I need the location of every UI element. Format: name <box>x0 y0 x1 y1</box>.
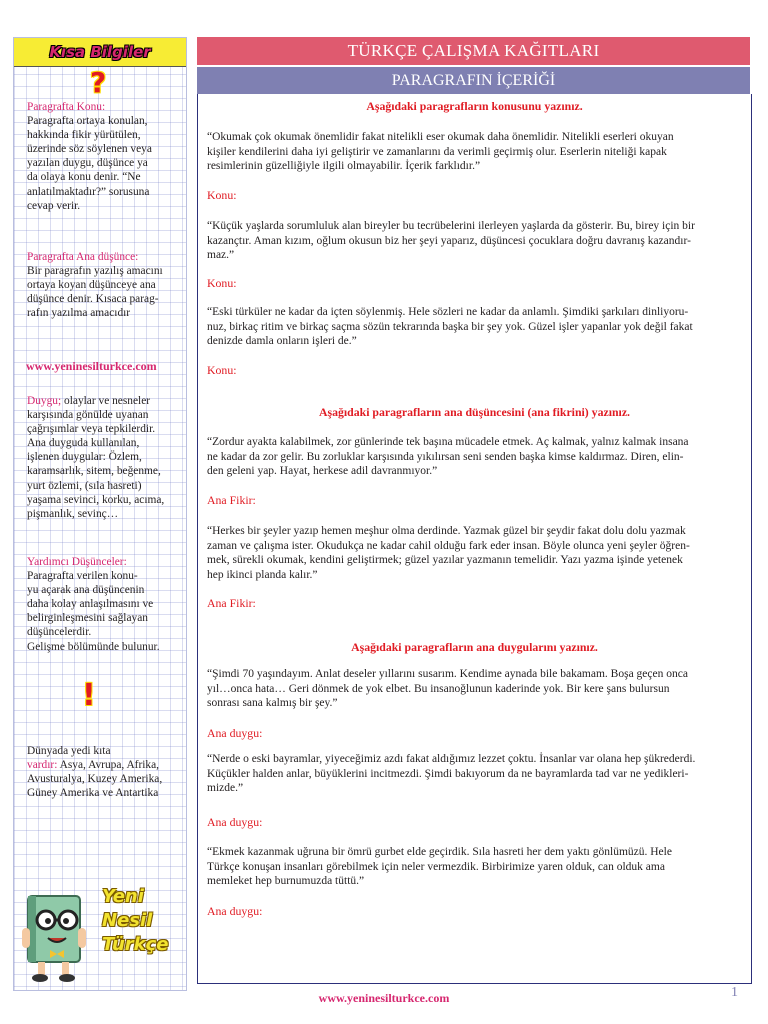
paragraph-line: nuz, birkaç ritim ve birkaç saçma sözün tekrarında başka bir şey yok. Güzel işler yapanlar yok değil fakat <box>207 320 693 333</box>
duygu-line: işlenen duygular: Özlem, <box>27 451 142 464</box>
konu-line: Paragrafta ortaya konulan, <box>27 115 148 128</box>
yardimci-line: Gelişme bölümünde bulunur. <box>27 640 160 653</box>
question-mark-icon: ? <box>90 66 107 99</box>
paragraph-line: Küçükler halden anlar, büyüklerini incitmezdi. Şimdi bakıyorum da ne bayramlarda tad var ne yedikleri- <box>207 767 689 780</box>
logo-word: Nesil <box>102 910 153 931</box>
ana-dusunce-line: Bir paragrafın yazılış amacını <box>27 265 163 278</box>
paragraph-line: “Okumak çok okumak önemlidir fakat nitelikli eser okumak daha önemlidir. Nitelikli eserleri okuyan <box>207 131 674 143</box>
paragraph-line: Türkçe konuşan insanları görebilmek için neler vermezdik. Birbirimize yaren olduk, can olduk ama <box>207 860 665 873</box>
paragraph-line: “Eski türküler ne kadar da içten söylenmiş. Hele sözleri ne kadar da anlamlı. Şimdiki şarkıları dinliyoru- <box>207 306 689 318</box>
paragraph-line: kazançtır. Aman kızım, oğlum okusun biz her şeyi yaparız, düşüncesi çocuklara doğru davranış kazandır- <box>207 234 691 247</box>
paragraph-line: yıl…onca hata… Geri dönmek de yok elbet. Bu insanoğlunun kaderinde yok. Bir kere şans bulursun <box>207 682 670 695</box>
answer-label: Ana duygu: <box>207 726 263 740</box>
konu-block <box>27 100 187 213</box>
paragraph-line: “Şimdi 70 yaşındayım. Anlat deseler yıllarını susarım. Kendime aynada bile bakamam. Boşa geçen onca <box>207 668 688 680</box>
logo-word: Yeni <box>102 886 144 907</box>
ana-dusunce-block <box>27 250 187 320</box>
answer-label: Ana duygu: <box>207 904 263 918</box>
duygu-block <box>27 394 187 521</box>
konu-line: üzerinde söz söylenen veya <box>27 143 152 156</box>
ana-dusunce-line: ortaya koyan düşünceye ana <box>27 279 156 292</box>
duygu-line: yaşama sevinci, korku, acıma, <box>27 493 165 506</box>
paragraph <box>207 219 752 263</box>
exclamation-mark-icon: ! <box>82 678 96 713</box>
sidebar-info-panel <box>13 37 187 991</box>
book-mascot-icon <box>18 888 88 983</box>
duygu-line: karamsarlık, sitem, beğenme, <box>27 465 161 478</box>
ana-dusunce-line: rafın yazılma amacıdır <box>27 307 131 320</box>
konu-line: anlatılmaktadır?” sorusuna <box>27 185 150 198</box>
kitalar-line <box>27 758 187 772</box>
duygu-line: yurt özlemi, (sıla hasreti) <box>27 479 142 492</box>
paragraph <box>207 435 752 479</box>
paragraph-line: ne kadar da zor gelir. Bu zorluklar karşısında yıkılırsan seni senden başka kimse kaldırmaz. Diren, elin- <box>207 450 684 463</box>
duygu-line: karşısında gönülde uyanan <box>27 409 149 422</box>
paragraph-line: memleket hep burnumuzda tüttü.” <box>207 875 365 888</box>
page-subtitle: PARAGRAFIN İÇERİĞİ <box>197 67 750 94</box>
paragraph-line: hep ikinci planda kalır.” <box>207 568 318 581</box>
footer-website-link[interactable]: www.yeninesilturkce.com <box>318 991 450 1005</box>
paragraph-line: “Herkes bir şeyler yazıp hemen meşhur olma derdinde. Yazmak güzel bir şeydir fakat dolu dolu yazmak <box>207 525 686 537</box>
yardimci-line: daha kolay anlaşılmasını ve <box>27 598 154 611</box>
logo-word: Türkçe <box>102 934 169 955</box>
paragraph-line: “Ekmek kazanmak uğruna bir ömrü gurbet elde geçirdik. Sıla hasreti her dem yaktı gönlümüzü. Hele <box>207 846 672 858</box>
answer-label: Ana Fikir: <box>207 493 256 507</box>
section-instruction: Aşağıdaki paragrafların ana duygularını yazınız. <box>351 640 598 654</box>
duygu-line: pişmanlık, sevinç… <box>27 507 119 520</box>
duygu-line: çağrışımlar veya tepkilerdir. <box>27 423 156 436</box>
paragraph-line: resimlerinin güzelliğiyle ilgili olmayabilir. İçerik farklıdır.” <box>207 160 481 173</box>
paragraph <box>207 667 752 711</box>
page-title: TÜRKÇE ÇALIŞMA KAĞITLARI <box>197 37 750 65</box>
kitalar-line: Dünyada yedi kıta <box>27 745 111 757</box>
paragraph-line: sonrası sana kalmış bir şey.” <box>207 697 338 710</box>
answer-label: Konu: <box>207 188 237 202</box>
konu-line: cevap verir. <box>27 199 81 212</box>
paragraph-line: “Zordur ayakta kalabilmek, zor günlerinde tek başına mücadele etmek. Aç kalmak, yalnız kalmak insana <box>207 436 689 448</box>
konu-line: hakkında fikir yürütülen, <box>27 129 141 142</box>
konu-line: da olaya konu denir. “Ne <box>27 171 141 184</box>
answer-label: Konu: <box>207 363 237 377</box>
paragraph <box>207 845 752 889</box>
kitalar-text: Asya, Avrupa, Afrika, <box>59 759 160 772</box>
paragraph <box>207 305 752 349</box>
yardimci-line: yu açarak ana düşüncenin <box>27 584 145 597</box>
paragraph-line: zaman ve çalışma ister. Okudukça ne kadar cahil olduğu fark eder insan. Böyle olunca yeni şeyler öğren- <box>207 539 690 552</box>
answer-label: Konu: <box>207 276 237 290</box>
kitalar-prefix: vardır: <box>27 759 60 772</box>
page-number: 1 <box>731 985 738 1000</box>
paragraph-line: mizde.” <box>207 782 244 795</box>
paragraph-line: “Nerde o eski bayramlar, yiyeceğimiz azdı fakat aldığımız lezzet çoktu. İnsanlar var olana hep şükrederdi. <box>207 753 696 765</box>
paragraph <box>207 130 752 174</box>
sidebar-title: Kısa Bilgiler <box>14 38 186 67</box>
kitalar-line: Güney Amerika ve Antartika <box>27 787 159 800</box>
answer-label: Ana duygu: <box>207 815 263 829</box>
yardimci-line: Paragrafta verilen konu- <box>27 570 138 583</box>
duygu-first-line <box>27 394 187 408</box>
paragraph-line: kişiler kendilerini daha iyi geliştirir ve zamanlarını da verimli geçirmiş olur. Eserlerin niteliği kapak <box>207 145 667 158</box>
section-instruction: Aşağıdaki paragrafların ana düşüncesini (ana fikrini) yazınız. <box>318 405 631 419</box>
konu-label: Paragrafta Konu: <box>27 101 106 113</box>
answer-label: Ana Fikir: <box>207 596 256 610</box>
yardimci-label: Yardımcı Düşünceler: <box>27 556 127 568</box>
section-instruction: Aşağıdaki paragrafların konusunu yazınız. <box>366 99 583 113</box>
ana-dusunce-line: düşünce denir. Kısaca parag- <box>27 293 159 306</box>
paragraph-line: “Küçük yaşlarda sorumluluk alan bireyler bu tecrübelerini ilerleyen yaşlarda da gösterir. Bu, birey için bir <box>207 220 695 232</box>
duygu-first-text: olaylar ve nesneler <box>61 395 151 407</box>
paragraph-line: den geleni yap. Hayat, herkese adil davranmıyor.” <box>207 465 438 478</box>
yardimci-block <box>27 555 187 654</box>
sidebar-website-link[interactable]: www.yeninesilturkce.com <box>26 359 157 373</box>
paragraph-line: maz.” <box>207 249 235 262</box>
konu-line: yazılan duygu, düşünce ya <box>27 157 148 170</box>
kitalar-block <box>27 744 187 800</box>
ana-dusunce-label: Paragrafta Ana düşünce: <box>27 251 139 263</box>
kitalar-line: Avusturalya, Kuzey Amerika, <box>27 773 163 786</box>
paragraph <box>207 752 752 796</box>
yardimci-line: belirginleşmesini sağlayan <box>27 612 148 625</box>
paragraph-line: denizde damla onların işleri de.” <box>207 335 357 348</box>
duygu-label: Duygu; <box>27 395 62 407</box>
duygu-line: Ana duyguda kullanılan, <box>27 437 140 450</box>
yardimci-line: düşüncelerdir. <box>27 626 92 639</box>
paragraph-line: mek, sürekli okumak, kendini geliştirmek; güzel yazılar yazmanın temelidir. Yazı yazma işinde yetenek <box>207 554 683 567</box>
paragraph <box>207 524 752 582</box>
